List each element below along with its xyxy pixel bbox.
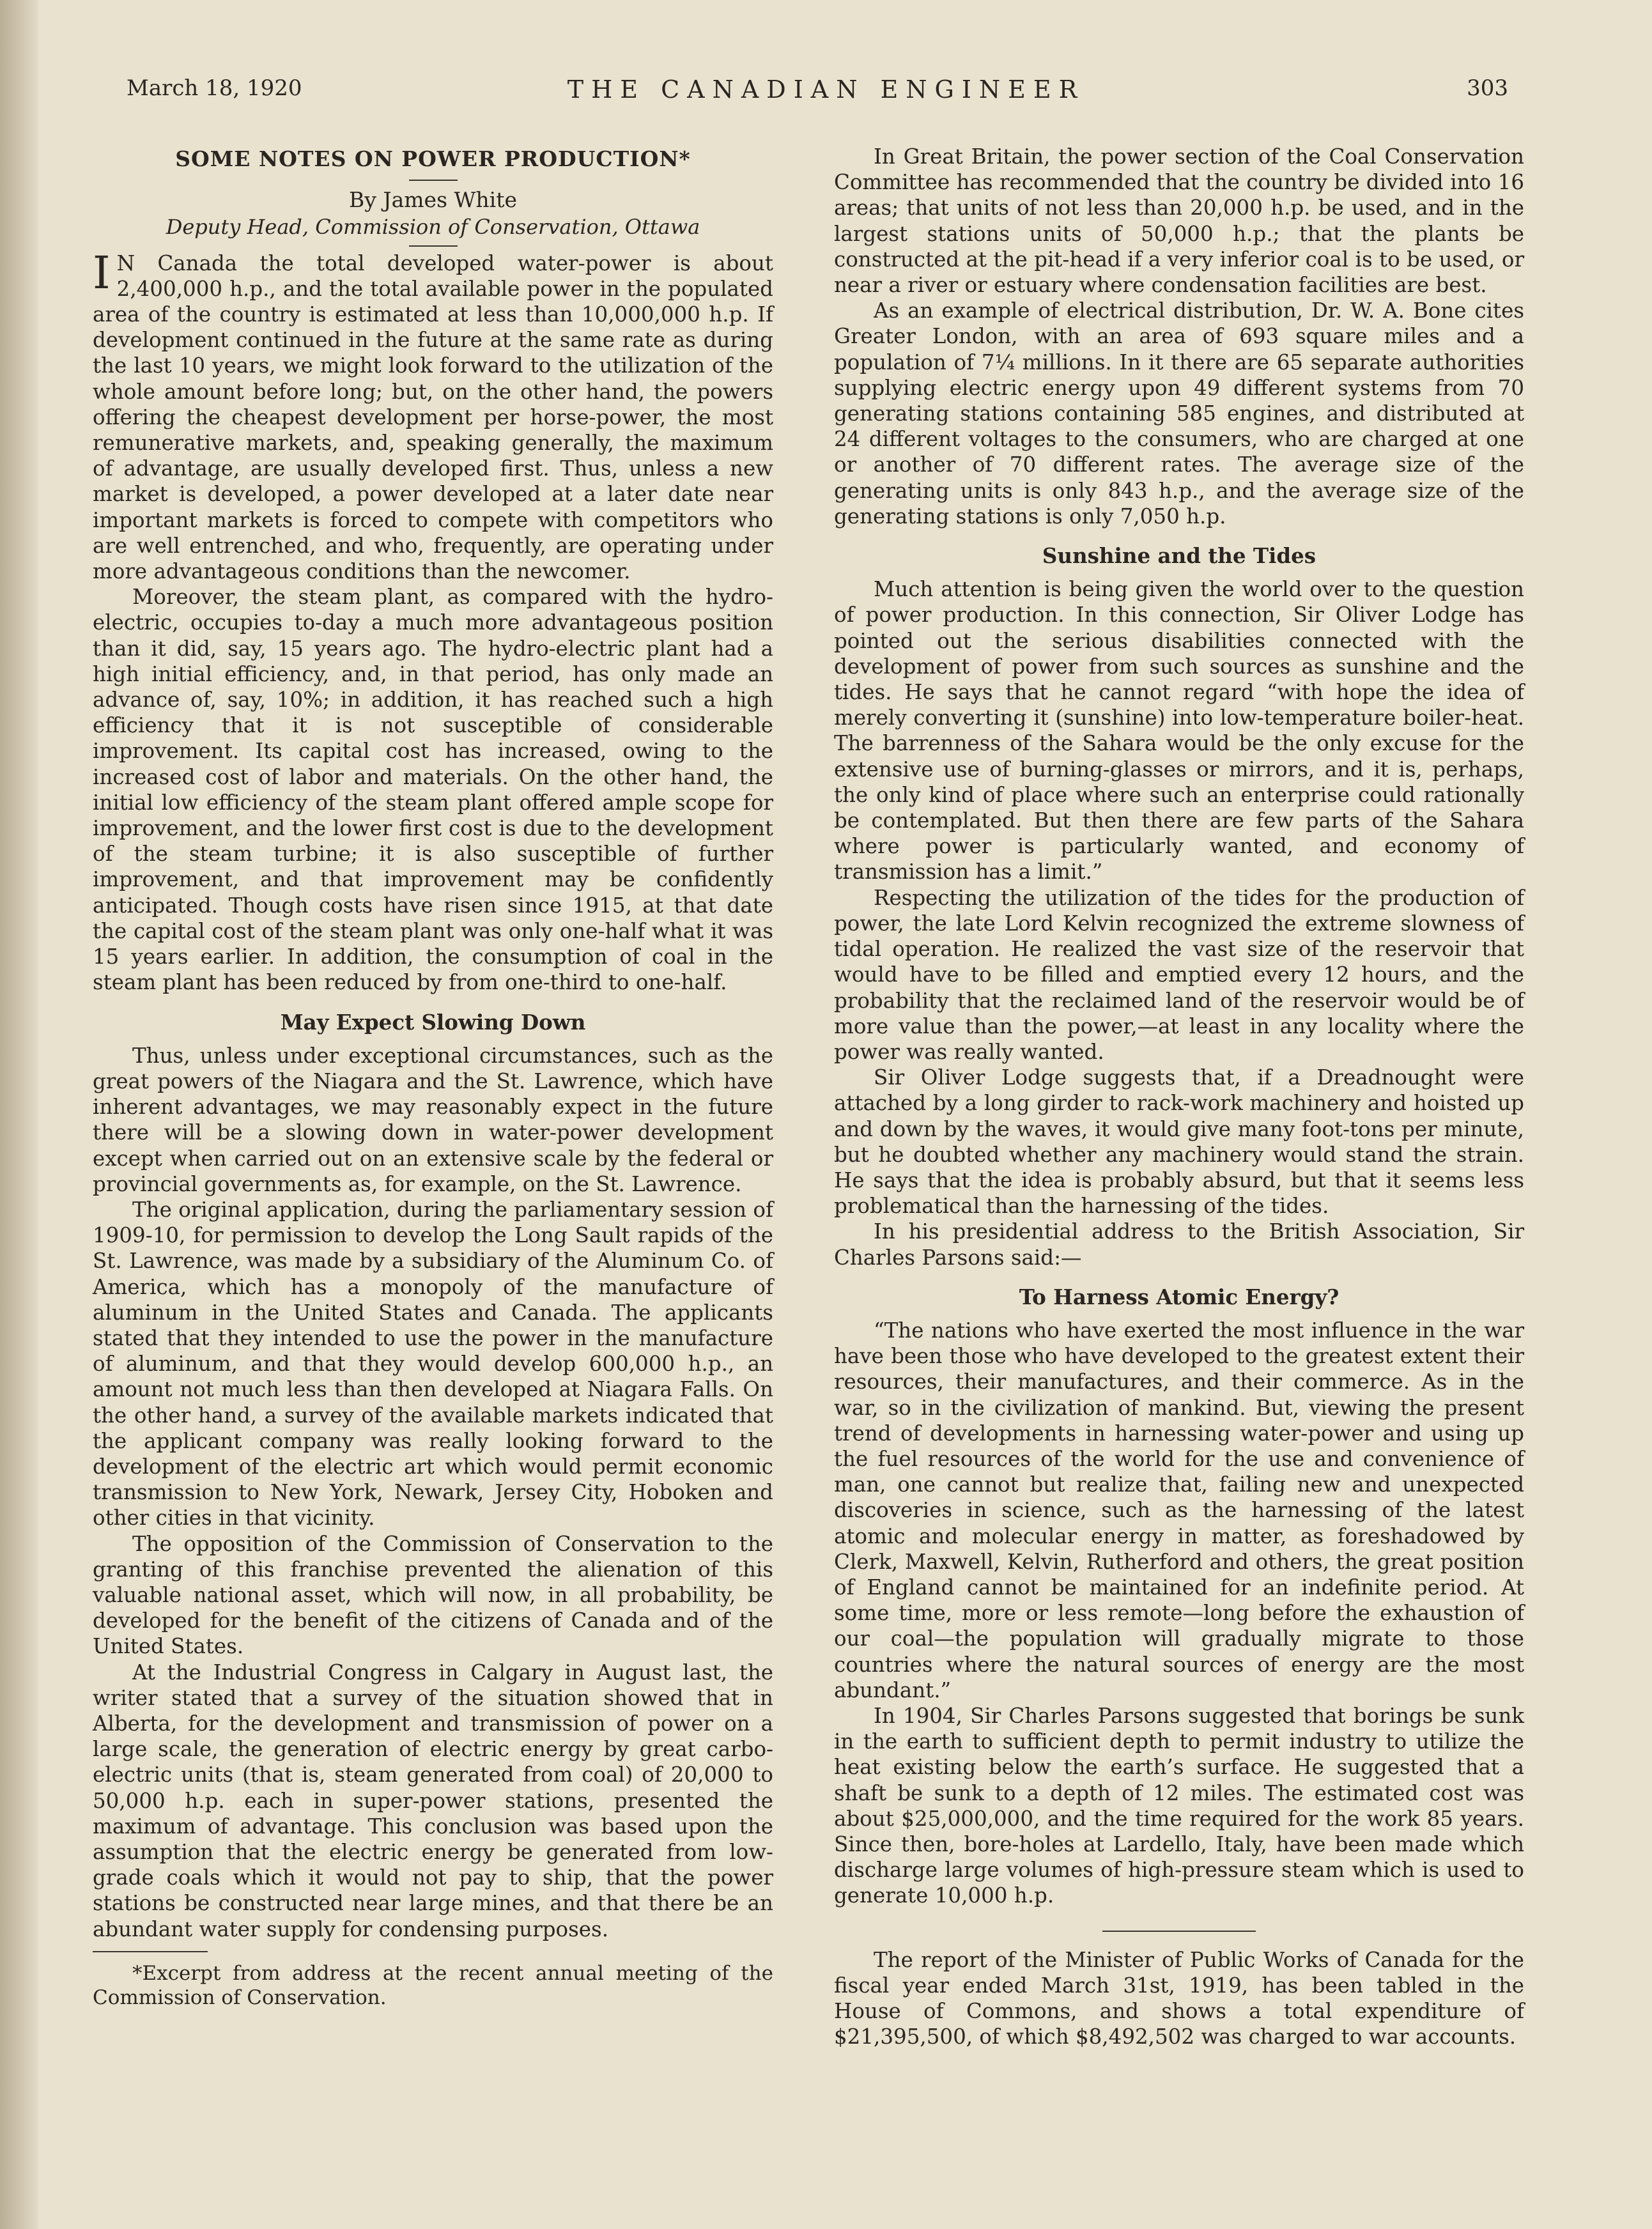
drop-cap: I — [93, 246, 111, 299]
page-number: 303 — [1467, 75, 1508, 101]
paragraph: In 1904, Sir Charles Parsons suggested that borings be sunk in the earth to sufficient depth to permit industry to utilize the heat existing below the earth’s surface. He suggested that a shaft be sunk to a depth of 12 miles. The estimated cost was about $25,000,000, and the time required for the work 85 years. Since then, bore-holes at Lardello, Italy, have been made which discharge large volumes of high-pressure steam which is used to generate 10,000 h.p. — [834, 1703, 1524, 1908]
byline-rule — [409, 245, 458, 247]
section-heading: To Harness Atomic Energy? — [1019, 1284, 1339, 1309]
article-title-text: SOME NOTES ON POWER PRODUCTION — [175, 146, 679, 171]
article-title — [93, 146, 773, 172]
running-header — [0, 75, 1652, 114]
paragraph: Sir Oliver Lodge suggests that, if a Dreadnought were attached by a long girder to rack-work machinery and hoisted up and down by the waves, it would give many foot-tons per minute, but he doubted whether any machinery would stand the strain. He says that the idea is probably absurd, but that it seems less problematical than the harnessing of the tides. — [834, 1065, 1524, 1219]
paragraph: As an example of electrical distribution, Dr. W. A. Bone cites Greater London, with an area of 693 square miles and a population of 7¼ millions. In it there are 65 separate authorities supplying electric energy upon 49 different systems from 70 generating stations containing 585 engines, and distributed at 24 different voltages to the consumers, who are charged at one or another of 70 different rates. The average size of the generating units is only 843 h.p., and the average size of the generating stations is only 7,050 h.p. — [834, 298, 1524, 528]
paragraph: “The nations who have exerted the most influence in the war have been those who have developed to the greatest extent their resources, their manufactures, and their commerce. As in the war, so in the civilization of mankind. But, viewing the present trend of developments in harnessing water-power and using up the fuel resources of the world for the use and convenience of man, one cannot but realize that, failing new and unexpected discoveries in science, such as the harnessing of the latest atomic and molecular energy in matter, as foreshadowed by Clerk, Maxwell, Kelvin, Rutherford and others, the great position of England cannot be maintained for an indefinite period. At some time, more or less remote—long before the exhaustion of our coal—the population will gradually migrate to those countries where the natural sources of energy are the most abundant.” — [834, 1318, 1524, 1702]
paragraph: Much attention is being given the world over to the question of power production. In this connection, Sir Oliver Lodge has pointed out the serious disabilities connected with the development of power from such sources as sunshine and the tides. He says that he cannot regard “with hope the idea of merely converting it (sunshine) into low-temperature boiler-heat. The barrenness of the Sahara would be the only excuse for the extensive use of burning-glasses or mirrors, and it is, perhaps, the only kind of place where such an enterprise could rationally be contemplated. But then there are few parts of the Sahara where power is particularly wanted, and economy of transmission has a limit.” — [834, 577, 1524, 884]
paragraph: Respecting the utilization of the tides for the production of power, the late Lord Kelvin recognized the extreme slowness of tidal operation. He realized the vast size of the reservoir that would have to be filled and emptied every 12 hours, and the probability that the reclaimed land of the reservoir would be of more value than the power,—at least in any locality where the power was really wanted. — [834, 885, 1524, 1064]
paragraph: In his presidential address to the British Association, Sir Charles Parsons said:— — [834, 1219, 1524, 1270]
paragraph — [93, 246, 773, 585]
footnote-marker: * — [679, 146, 691, 171]
news-notice: The report of the Minister of Public Works of Canada for the fiscal year ended March 31st, 1919, has been tabled in the House of Commons, and shows a total expenditure of $21,395,500, of which $8,492,502 was charged to war accounts. — [834, 1947, 1524, 2049]
paragraph: The opposition of the Commission of Conservation to the granting of this franchise prevented the alienation of this valuable national asset, which will now, in all probability, be developed for the benefit of the citizens of Canada and of the United States. — [93, 1531, 773, 1659]
paragraph: The original application, during the parliamentary session of 1909-10, for permission to develop the Long Sault rapids of the St. Lawrence, was made by a subsidiary of the Aluminum Co. of America, which has a monopoly of the manufacture of aluminum in the United States and Canada. The applicants stated that they intended to use the power in the manufacture of aluminum, and that they would develop 600,000 h.p., an amount not much less than then developed at Niagara Falls. On the other hand, a survey of the available markets indicated that the applicant company was really looking forward to the development of the electric art which would permit economic transmission to New York, Newark, Jersey City, Hoboken and other cities in that vicinity. — [93, 1197, 773, 1531]
section-heading: May Expect Slowing Down — [280, 1009, 586, 1035]
left-column — [93, 144, 773, 2010]
byline: By James White — [348, 187, 518, 213]
paragraph-text: N Canada the total developed water-power is about 2,400,000 h.p., and the total available power in the populated area of the country is estimated at less than 10,000,000 h.p. If development continued in the future at the same rate as during the last 10 years, we might look forward to the utilization of the whole amount before long; but, on the other hand, the powers offering the cheapest development per horse-power, the most remunerative markets, and, speaking generally, the maximum of advantage, are usually developed first. Thus, unless a new market is developed, a power developed at a later date near important markets is forced to compete with competitors who are well entrenched, and who, frequently, are operating under more advantageous conditions than the newcomer. — [93, 251, 773, 584]
paragraph: Moreover, the steam plant, as compared with the hydro-electric, occupies to-day a much more advantageous position than it did, say, 15 years ago. The hydro-electric plant had a high initial efficiency, and, in that period, has only made an advance of, say, 10%; in addition, it has reached such a high efficiency that it is not susceptible of considerable improvement. Its capital cost has increased, owing to the increased cost of labor and materials. On the other hand, the initial low efficiency of the steam plant offered ample scope for improvement, and the lower first cost is due to the development of the steam turbine; it is also susceptible of further improvement, and that improvement may be confidently anticipated. Though costs have risen since 1915, at that date the capital cost of the steam plant was only one-half what it was 15 years earlier. In addition, the consumption of coal in the steam plant has been reduced by from one-third to one-half. — [93, 585, 773, 995]
journal-title: THE CANADIAN ENGINEER — [567, 75, 1085, 104]
article-end-rule — [1102, 1931, 1256, 1932]
paragraph: In Great Britain, the power section of the Coal Conservation Committee has recommended that the country be divided into 16 areas; that units of not less than 20,000 h.p. be used, and in the largest stations units of 50,000 h.p.; that the plants be constructed at the pit-head if a very inferior coal is to be used, or near a river or estuary where condensation facilities are best. — [834, 144, 1524, 298]
section-heading: Sunshine and the Tides — [1042, 543, 1316, 569]
header-date: March 18, 1920 — [127, 75, 302, 101]
right-column — [834, 144, 1524, 2049]
paragraph: At the Industrial Congress in Calgary in August last, the writer stated that a survey of the situation showed that in Alberta, for the development and transmission of power on a large scale, the generation of electric energy by great carbo-electric units (that is, steam generated from coal) of 20,000 to 50,000 h.p. each in super-power stations, presented the maximum of advantage. This conclusion was based upon the assumption that the electric energy be generated from low-grade coals which it would not pay to ship, that the power stations be constructed near large mines, and that there be an abundant water supply for condensing purposes. — [93, 1660, 773, 1941]
author-affiliation: Deputy Head, Commission of Conservation, Ottawa — [166, 215, 700, 240]
page-gutter — [0, 0, 38, 2229]
footnote-rule — [93, 1951, 208, 1952]
footnote: *Excerpt from address at the recent annual meeting of the Commission of Conservation. — [93, 1961, 773, 2009]
paragraph: Thus, unless under exceptional circumstances, such as the great powers of the Niagara and the St. Lawrence, which have inherent advantages, we may reasonably expect in the future there will be a slowing down in water-power development except when carried out on an extensive scale by the federal or provincial governments as, for example, on the St. Lawrence. — [93, 1043, 773, 1196]
title-rule — [409, 180, 458, 181]
